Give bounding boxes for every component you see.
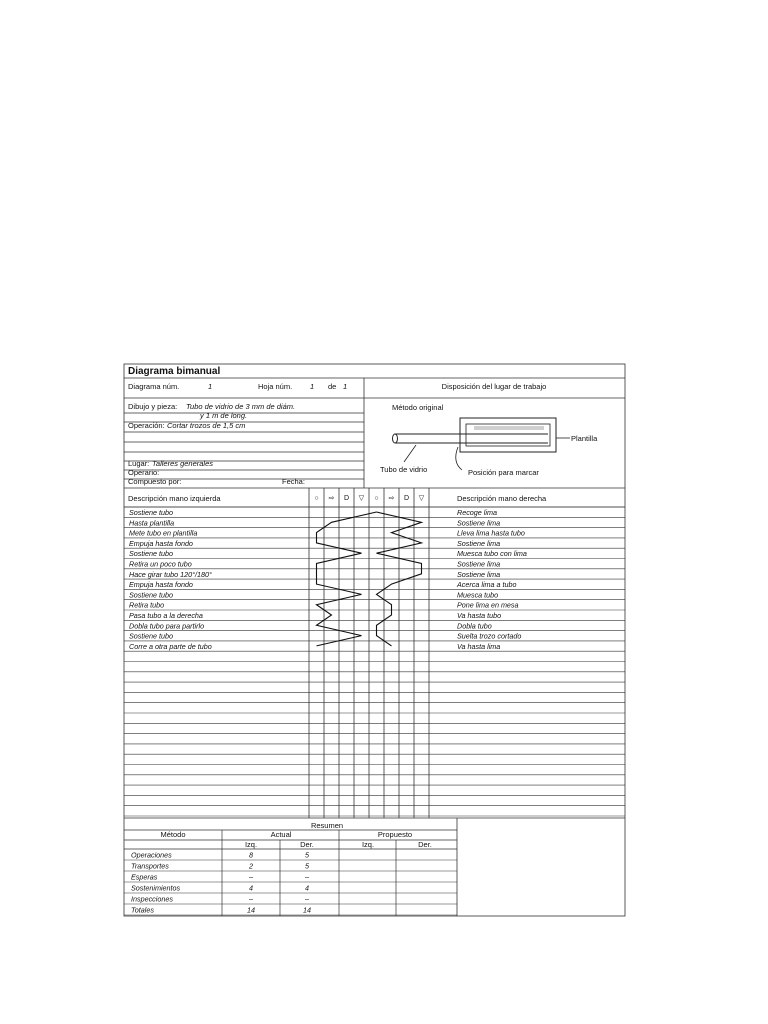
metodo-original-label: Método original xyxy=(392,403,444,412)
dibujo-value-1: Tubo de vidrio de 3 mm de diám. xyxy=(186,402,296,411)
resumen-actual-izq-value: – xyxy=(249,894,253,904)
lugar-value: Talleres generales xyxy=(152,459,214,468)
resumen-row-label: Inspecciones xyxy=(131,894,173,904)
left-hand-step: Sostiene tubo xyxy=(129,508,173,517)
diagrama-label: Diagrama núm. xyxy=(128,382,180,391)
right-hand-step: Recoge lima xyxy=(457,508,497,517)
posicion-label: Posición para marcar xyxy=(468,468,539,477)
posicion-leader xyxy=(456,447,462,470)
resumen-actual-der-value: 14 xyxy=(303,905,311,915)
fecha-label: Fecha: xyxy=(282,477,305,486)
dibujo-value-2: y 1 m de long. xyxy=(200,411,248,420)
de-label: de xyxy=(328,382,337,391)
resumen-actual-der-value: – xyxy=(305,872,309,882)
plantilla-label: Plantilla xyxy=(571,434,598,443)
right-hand-step: Sostiene lima xyxy=(457,518,501,528)
hoja-value: 1 xyxy=(310,382,315,391)
right-hand-step: Suelta trozo cortado xyxy=(457,631,522,641)
operacion-value: Cortar trozos de 1,5 cm xyxy=(167,421,246,430)
dibujo-label: Dibujo y pieza: xyxy=(128,402,178,411)
right-hand-step: Sostiene lima xyxy=(457,538,501,548)
resumen-row-label: Totales xyxy=(131,905,154,915)
left-hand-step: Empuja hasta fondo xyxy=(129,580,193,590)
symbol-header: ▽ xyxy=(358,495,365,502)
resumen-actual-izq-value: 4 xyxy=(249,883,253,893)
tubo-leader xyxy=(404,445,416,462)
left-hand-step: Sostiene tubo xyxy=(129,590,173,600)
resumen-row-label: Operaciones xyxy=(131,850,172,860)
plantilla-shape xyxy=(460,418,556,452)
symbol-header: ○ xyxy=(314,495,319,502)
operario-label: Operario: xyxy=(128,468,160,477)
glass-tube-shape xyxy=(395,434,548,443)
right-hand-step: Acerca lima a tubo xyxy=(457,580,517,590)
right-hand-step: Va hasta tubo xyxy=(457,611,502,620)
left-hand-step: Sostiene tubo xyxy=(129,549,173,559)
left-hand-step: Pasa tubo a la derecha xyxy=(129,611,203,620)
chart-title: Diagrama bimanual xyxy=(128,366,221,377)
left-hand-heading: Descripción mano izquierda xyxy=(128,494,221,503)
symbol-header: D xyxy=(403,495,410,502)
resumen-actual-der-value: 4 xyxy=(305,883,309,893)
resumen-title: Resumen xyxy=(310,821,344,830)
glass-tube-end xyxy=(393,434,398,443)
resumen-row-label: Sostenimientos xyxy=(131,883,181,893)
resumen-actual-heading: Actual xyxy=(270,830,292,839)
resumen-actual-izq-value: 2 xyxy=(249,861,253,871)
left-hand-step: Corre a otra parte de tubo xyxy=(129,641,212,651)
left-hand-step: Mete tubo en plantilla xyxy=(129,528,198,538)
right-hand-step: Dobla tubo xyxy=(457,621,492,631)
operacion-label: Operación: xyxy=(128,421,165,430)
resumen-actual-der: Der. xyxy=(300,840,314,849)
right-hand-step: Va hasta lima xyxy=(457,641,501,651)
resumen-actual-izq-value: – xyxy=(249,872,253,882)
symbol-header: ⇨ xyxy=(328,495,335,502)
resumen-row-label: Esperas xyxy=(131,872,158,882)
symbol-header: ⇨ xyxy=(388,495,395,502)
resumen-actual-izq-value: 8 xyxy=(249,850,253,860)
disposicion-heading: Disposición del lugar de trabajo xyxy=(441,382,547,391)
left-hand-step: Retira tubo xyxy=(129,600,165,610)
compuesto-label: Compuesto por: xyxy=(128,477,182,486)
left-hand-step: Sostiene tubo xyxy=(129,631,173,641)
resumen-actual-izq-value: 14 xyxy=(247,905,255,915)
resumen-row-label: Transportes xyxy=(131,861,169,871)
left-hand-step: Dobla tubo para partirlo xyxy=(129,621,205,631)
symbol-header: D xyxy=(343,495,350,502)
hoja-label: Hoja núm. xyxy=(258,382,293,391)
resumen-actual-der-value: – xyxy=(305,894,309,904)
de-value: 1 xyxy=(343,382,348,391)
sheet-border xyxy=(124,364,625,916)
right-hand-step: Lleva lima hasta tubo xyxy=(457,528,525,538)
symbol-header: ○ xyxy=(374,495,379,502)
resumen-propuesto-der: Der. xyxy=(418,840,432,849)
resumen-propuesto-izq: Izq. xyxy=(361,840,375,849)
resumen-actual-izq: Izq. xyxy=(244,840,258,849)
left-hand-step: Empuja hasta fondo xyxy=(129,538,193,548)
left-hand-step: Hace girar tubo 120°/180° xyxy=(129,569,212,579)
workplace-sketch xyxy=(380,403,598,477)
right-hand-step: Sostiene lima xyxy=(457,569,501,579)
left-hand-step: Hasta plantilla xyxy=(129,518,175,528)
resumen-propuesto-heading: Propuesto xyxy=(377,830,413,839)
resumen-actual-der-value: 5 xyxy=(305,850,309,860)
right-hand-heading: Descripción mano derecha xyxy=(457,494,547,503)
right-hand-step: Pone lima en mesa xyxy=(457,600,519,610)
diagrama-value: 1 xyxy=(208,382,213,391)
right-hand-step: Sostiene lima xyxy=(457,559,501,569)
resumen-metodo-heading: Método xyxy=(160,830,186,839)
right-hand-step: Muesca tubo con lima xyxy=(457,549,527,559)
lugar-label: Lugar: xyxy=(128,459,150,468)
resumen-actual-der-value: 5 xyxy=(305,861,309,871)
plantilla-hatch xyxy=(474,426,544,430)
symbol-header: ▽ xyxy=(418,495,425,502)
left-hand-step: Retira un poco tubo xyxy=(129,559,192,569)
right-hand-step: Muesca tubo xyxy=(457,590,499,600)
tubo-label: Tubo de vidrio xyxy=(380,465,428,474)
